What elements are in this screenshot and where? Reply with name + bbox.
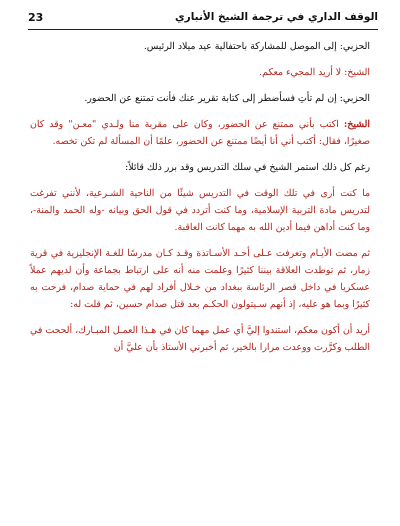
paragraph xyxy=(30,322,370,356)
paragraph xyxy=(30,90,370,107)
paragraph xyxy=(30,64,370,81)
paragraph-text: ثم مضت الأيـام وتعرفت عـلى أحـد الأسـاتذة وقـد كـان مدرسًا للغـة الإنجليزية في قرية زمار، ثم توطدت العلاقة بيننا كثيرًا وعلمت منه أنه على ارتباط بجماعة وأن لديهم عملاً عسكريا في داخل قصر الرئاسة ببغداد من خـلال أفراد لهم في حماية صدام، فرحت به كثيرًا وبما هو عليه، إذ أنهم سـيتولون الحكـم بعد قتل صدام حسين، ثم قلت له: xyxy=(30,248,370,310)
page-body xyxy=(30,38,370,365)
paragraph xyxy=(30,245,370,313)
paragraph xyxy=(30,185,370,236)
paragraph-text: أريد أن أكون معكم، استندوا إليَّ أي عمل مهما كان في هـذا العمـل المبـارك، ألححت في الطلب وكرَّرت ووعدت مرارا بالخير، ثم أخبرني الأستاذ بأن عليَّ أن xyxy=(30,325,370,353)
page-number: 23 xyxy=(28,10,44,24)
paragraph-text: اكتب بأني ممتنع عن الحضور، وكان على مقربة منا ولـدي "معـن" وقد كان صغيرًا، فقال: أكتب أني أنا أيضًا ممتنع عن الحضور، علمًا أن المسألة لم تكن تخصه. xyxy=(30,119,370,147)
paragraph xyxy=(30,159,370,176)
running-title: الوقف الداري في ترجمة الشيخ الأنباري xyxy=(175,11,378,23)
paragraph-text: الحزبي: إن لم تأتِ فسأضطر إلى كتابة تقرير عنك فأنت تمتنع عن الحضور. xyxy=(84,93,370,104)
header-rule xyxy=(28,29,378,30)
page-header xyxy=(28,6,378,28)
paragraph xyxy=(30,116,370,150)
paragraph-text: الحزبي: إلى الموصل للمشاركة باحتفالية عيد ميلاد الرئيس. xyxy=(143,41,370,52)
speaker-label: الشيخ: xyxy=(343,119,370,130)
paragraph xyxy=(30,38,370,55)
paragraph-text: ما كنت أرى في تلك الوقت في التدريس شيئًا من الناحية الشـرعية، لأنني تفرغت لتدريس مادة التربية الإسلامية، وما كنت أتردد في قول الحق وبيانه -وله الحمد والمنة-، وما كنت أداهن فيما أدين الله به مهما كانت العاقبة. xyxy=(30,188,370,233)
paragraph-text: الشيخ: لا أريد المجيء معكم. xyxy=(259,67,370,78)
paragraph-text: رغم كل ذلك استمر الشيخ في سلك التدريس وقد برر ذلك قائلاً: xyxy=(125,162,370,173)
